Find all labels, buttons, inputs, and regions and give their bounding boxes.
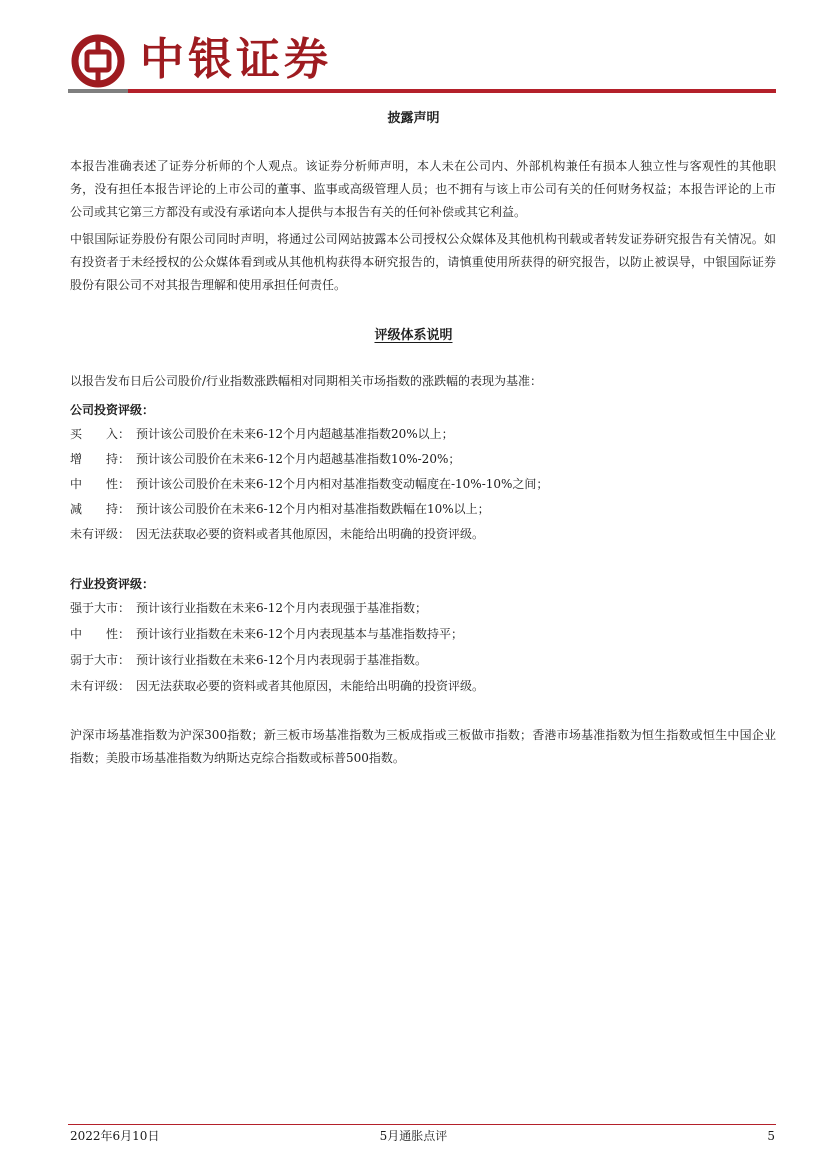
- company-rating-item: [70, 451, 776, 467]
- benchmark-note: 沪深市场基准指数为沪深300指数；新三板市场基准指数为三板成指或三板做市指数；香港市场基准指数为恒生指数或恒生中国企业指数；美股市场基准指数为纳斯达克综合指数或标普500指数。: [70, 728, 776, 765]
- rating-text: 预计该公司股价在未来6-12个月内超越基准指数10%-20%；: [136, 452, 461, 466]
- footer-rule: [68, 1124, 776, 1125]
- rating-label: 未有评级：: [70, 679, 131, 693]
- header-rule-grey: [68, 89, 128, 93]
- rating-label: 未有评级：: [70, 527, 131, 541]
- footer-date: 2022年6月10日: [70, 1129, 160, 1143]
- rating-text: 预计该行业指数在未来6-12个月内表现基本与基准指数持平；: [136, 627, 463, 641]
- rating-text: 因无法获取必要的资料或者其他原因，未能给出明确的投资评级。: [136, 527, 485, 541]
- rating-system-title-text: 评级体系说明: [374, 328, 453, 343]
- footer-report-title: 5月通胀点评: [379, 1129, 448, 1143]
- bank-of-china-logo-icon: [70, 33, 126, 89]
- company-rating-heading: 公司投资评级：: [70, 403, 155, 417]
- industry-rating-item: [70, 600, 776, 616]
- rating-system-title: [0, 328, 827, 344]
- company-rating-item: [70, 426, 776, 442]
- rating-label: 强于大市：: [70, 601, 131, 615]
- industry-rating-item: [70, 652, 776, 668]
- rating-label: 弱于大市：: [70, 653, 131, 667]
- rating-label: 买 入：: [70, 427, 131, 441]
- rating-label: 减 持：: [70, 502, 131, 516]
- industry-rating-heading: 行业投资评级：: [70, 577, 155, 591]
- industry-rating-item: [70, 678, 776, 694]
- rating-intro: 以报告发布日后公司股价/行业指数涨跌幅相对同期相关市场指数的涨跌幅的表现为基准：: [70, 374, 543, 388]
- page-number: 5: [767, 1129, 775, 1143]
- brand-name: 中银证券: [140, 34, 332, 85]
- disclosure-paragraph-1: 本报告准确表述了证券分析师的个人观点。该证券分析师声明，本人未在公司内、外部机构兼任有损本人独立性与客观性的其他职务，没有担任本报告评论的上市公司的董事、监事或高级管理人员；也不拥有与该上市公司有关的任何财务权益；本报告评论的上市公司或其它第三方都没有或没有承诺向本人提供与本报告有关的任何补偿或其它利益。: [70, 159, 776, 219]
- rating-text: 预计该公司股价在未来6-12个月内超越基准指数20%以上；: [136, 427, 454, 441]
- rating-text: 预计该行业指数在未来6-12个月内表现弱于基准指数。: [136, 653, 427, 667]
- rating-text: 预计该公司股价在未来6-12个月内相对基准指数跌幅在10%以上；: [136, 502, 490, 516]
- disclosure-paragraph-2: 中银国际证券股份有限公司同时声明，将通过公司网站披露本公司授权公众媒体及其他机构刊载或者转发证券研究报告有关情况。如有投资者于未经授权的公众媒体看到或从其他机构获得本研究报告的，请慎重使用所获得的研究报告，以防止被误导，中银国际证券股份有限公司不对其报告理解和使用承担任何责任。: [70, 232, 776, 292]
- header-rule-red: [128, 89, 776, 93]
- rating-label: 中 性：: [70, 627, 131, 641]
- company-rating-item: [70, 501, 776, 517]
- company-rating-item: [70, 476, 776, 492]
- rating-text: 因无法获取必要的资料或者其他原因，未能给出明确的投资评级。: [136, 679, 485, 693]
- disclosure-title: 披露声明: [387, 111, 440, 126]
- rating-text: 预计该公司股价在未来6-12个月内相对基准指数变动幅度在-10%-10%之间；: [136, 477, 549, 491]
- rating-label: 中 性：: [70, 477, 131, 491]
- company-rating-item: [70, 526, 776, 542]
- industry-rating-item: [70, 626, 776, 642]
- rating-text: 预计该行业指数在未来6-12个月内表现强于基准指数；: [136, 601, 427, 615]
- rating-label: 增 持：: [70, 452, 131, 466]
